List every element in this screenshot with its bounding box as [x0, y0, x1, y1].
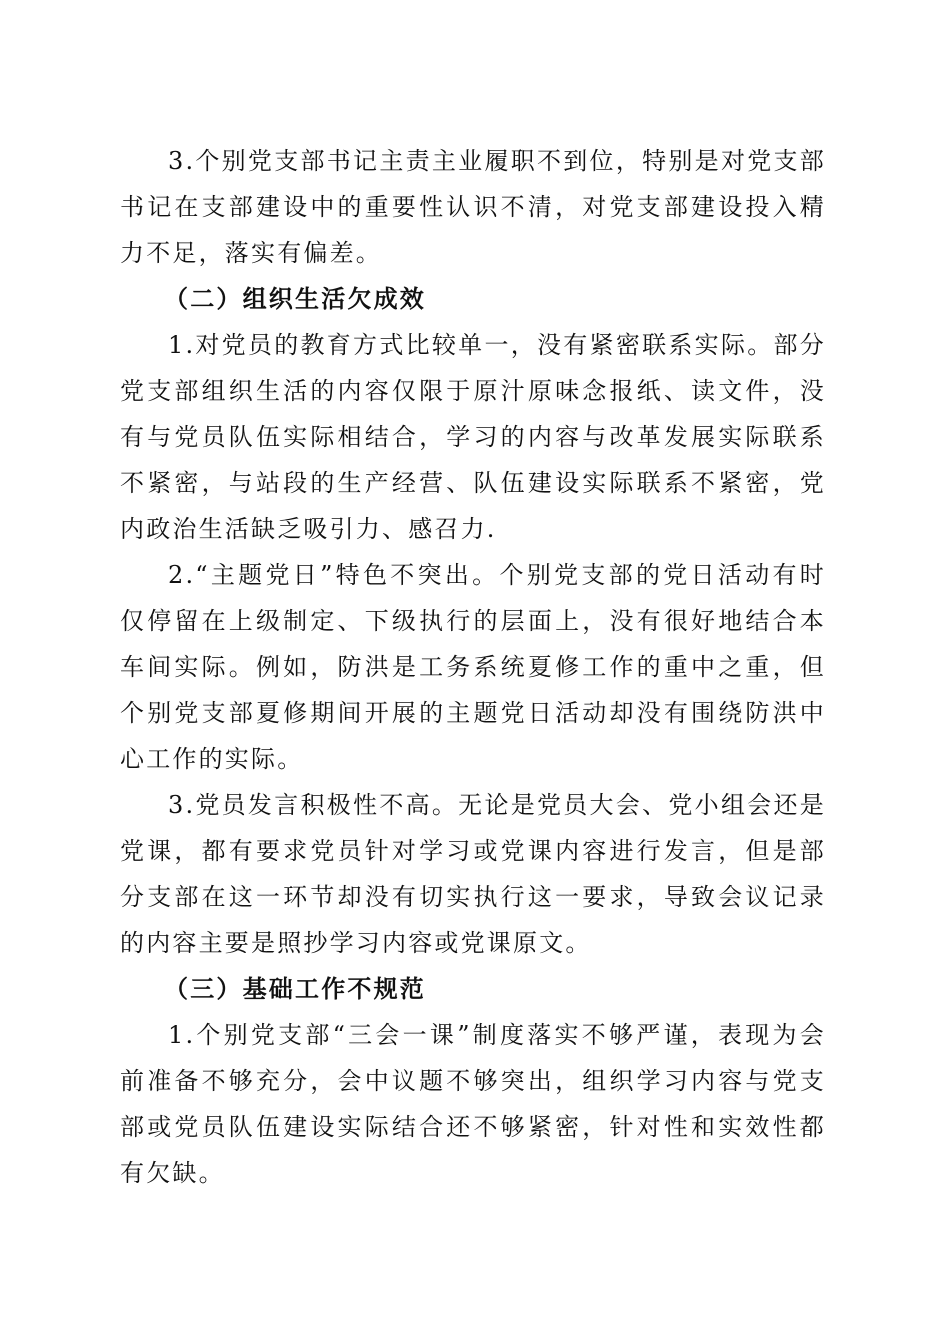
section-heading-basic-work: （三）基础工作不规范: [164, 974, 426, 1003]
paragraph-three-meetings-one-lesson: 1.个别党支部“三会一课”制度落实不够严谨，表现为会前准备不够充分，会中议题不够突出，组织学习内容与党支部或党员队伍建设实际结合还不够紧密，针对性和实效性都有欠缺。: [120, 1021, 826, 1187]
paragraph-leader-responsibility: 3.个别党支部书记主责主业履职不到位，特别是对党支部书记在支部建设中的重要性认识不清，对党支部建设投入精力不足，落实有偏差。: [120, 147, 826, 267]
paragraph-education-method: 1.对党员的教育方式比较单一，没有紧密联系实际。部分党支部组织生活的内容仅限于原汁原味念报纸、读文件，没有与党员队伍实际相结合，学习的内容与改革发展实际联系不紧密，与站段的生产经营、队伍建设实际联系不紧密，党内政治生活缺乏吸引力、感召力.: [120, 331, 826, 543]
document-body: [120, 138, 826, 1196]
section-heading-organizational-life: （二）组织生活欠成效: [164, 284, 426, 313]
paragraph-theme-party-day: 2.“主题党日”特色不突出。个别党支部的党日活动有时仅停留在上级制定、下级执行的层面上，没有很好地结合本车间实际。例如，防洪是工务系统夏修工作的重中之重，但个别党支部夏修期间开展的主题党日活动却没有围绕防洪中心工作的实际。: [120, 561, 826, 773]
paragraph-member-speaking: 3.党员发言积极性不高。无论是党员大会、党小组会还是党课，都有要求党员针对学习或党课内容进行发言，但是部分支部在这一环节却没有切实执行这一要求，导致会议记录的内容主要是照抄学习内容或党课原文。: [120, 791, 826, 957]
